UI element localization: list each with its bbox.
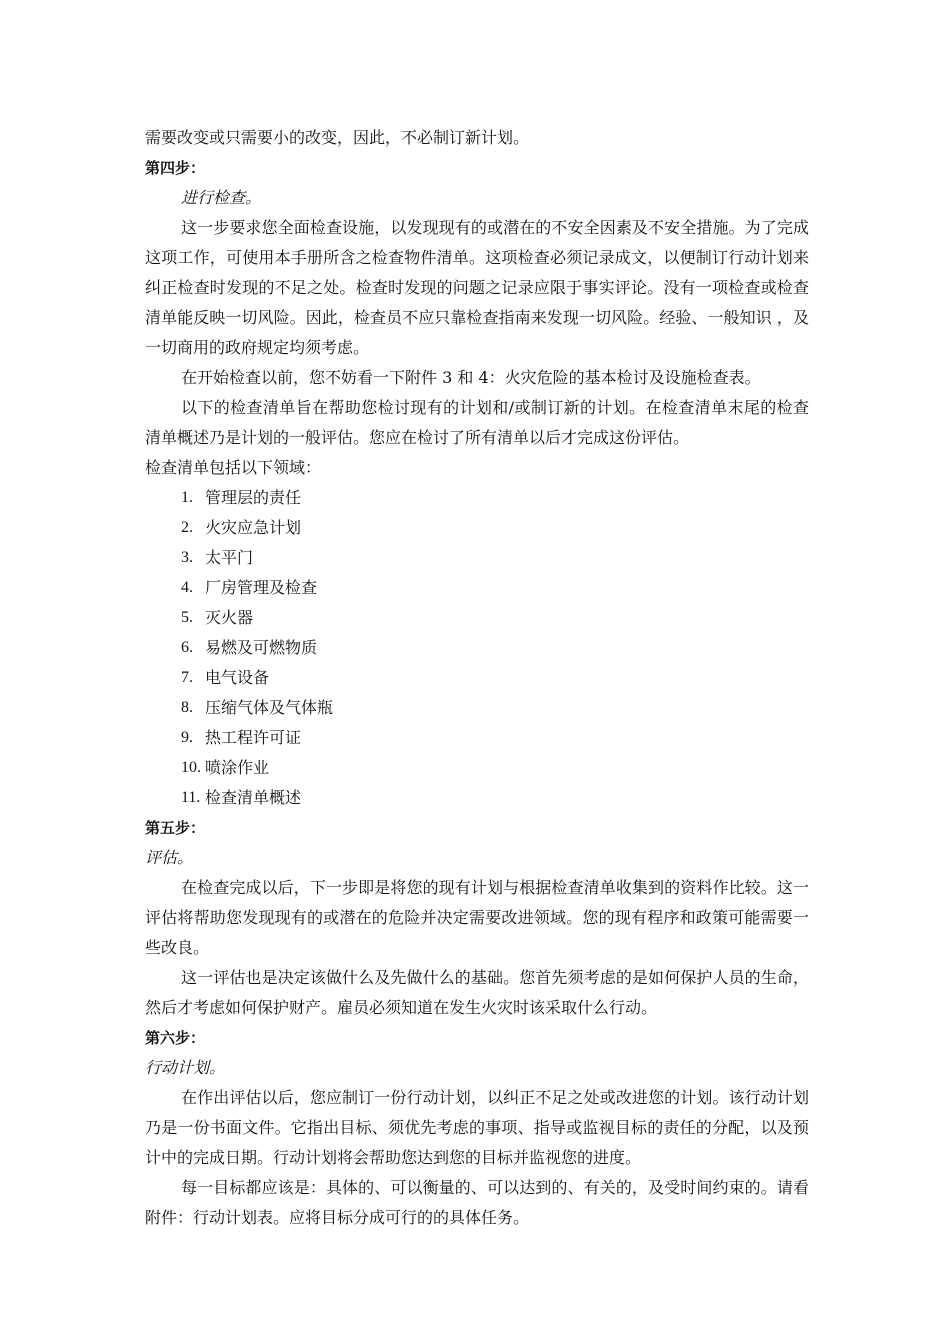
checklist-item-text: 压缩气体及气体瓶 (205, 698, 334, 717)
checklist-item (181, 723, 809, 753)
step4-heading: 第四步： (145, 159, 206, 177)
checklist-item (181, 573, 809, 603)
checklist-item (181, 483, 809, 513)
step5-paragraph-1: 在检查完成以后，下一步即是将您的现有计划与根据检查清单收集到的资料作比较。这一评估将帮助您发现现有的或潜在的危险并决定需要改进领域。您的现有程序和政策可能需要一些改良。 (145, 878, 809, 957)
checklist-item (181, 663, 809, 693)
document-page (145, 123, 809, 1233)
checklist-item-number: 2. (181, 519, 193, 536)
checklist-item-number: 9. (181, 729, 193, 746)
checklist-item-number: 1. (181, 489, 193, 506)
checklist-item (181, 513, 809, 543)
checklist-item-text: 热工程许可证 (205, 728, 302, 747)
checklist-item-number: 11. (181, 789, 201, 806)
checklist-item (181, 753, 809, 783)
checklist-item (181, 603, 809, 633)
step5-paragraph-2: 这一评估也是决定该做什么及先做什么的基础。您首先须考虑的是如何保护人员的生命，然后才考虑如何保护财产。雇员必须知道在发生火灾时该采取什么行动。 (145, 968, 809, 1017)
checklist-item-text: 易燃及可燃物质 (205, 638, 318, 657)
checklist-item (181, 543, 809, 573)
checklist-item (181, 693, 809, 723)
step4-subtitle: 进行检查。 (181, 188, 262, 207)
step4-paragraph-2: 在开始检查以前，您不妨看一下附件 3 和 4：火灾危险的基本检讨及设施检查表。 (181, 368, 761, 387)
checklist-item-number: 8. (181, 699, 193, 716)
step6-paragraph-1: 在作出评估以后，您应制订一份行动计划，以纠正不足之处或改进您的计划。该行动计划乃是一份书面文件。它指出目标、须优先考虑的事项、指导或监视目标的责任的分配，以及预计中的完成日期。行动计划将会帮助您达到您的目标并监视您的进度。 (145, 1088, 809, 1167)
step4-paragraph-3: 以下的检查清单旨在帮助您检讨现有的计划和/或制订新的计划。在检查清单末尾的检查清单概述乃是计划的一般评估。您应在检讨了所有清单以后才完成这份评估。 (145, 398, 809, 447)
checklist-item-number: 7. (181, 669, 193, 686)
checklist-item-text: 太平门 (205, 548, 254, 567)
step5-heading: 第五步： (145, 819, 206, 837)
checklist-item-text: 火灾应急计划 (205, 518, 302, 537)
checklist-intro: 检查清单包括以下领域： (145, 458, 322, 477)
checklist-item-number: 4. (181, 579, 193, 596)
step6-heading: 第六步： (145, 1029, 206, 1047)
checklist-item (181, 783, 809, 813)
checklist-item-text: 管理层的责任 (205, 488, 302, 507)
checklist-item-text: 厂房管理及检查 (205, 578, 318, 597)
checklist-item-text: 喷涂作业 (205, 758, 270, 777)
checklist-item-number: 6. (181, 639, 193, 656)
carry-over-text: 需要改变或只需要小的改变，因此，不必制订新计划。 (145, 128, 530, 147)
step6-paragraph-2: 每一目标都应该是：具体的、可以衡量的、可以达到的、有关的，及受时间约束的。请看附件：行动计划表。应将目标分成可行的的具体任务。 (145, 1178, 809, 1227)
checklist-item-text: 电气设备 (205, 668, 270, 687)
checklist (145, 483, 809, 813)
checklist-item-number: 3. (181, 549, 193, 566)
step6-subtitle: 行动计划。 (145, 1058, 226, 1077)
checklist-item-number: 10. (181, 759, 201, 776)
step4-paragraph-1: 这一步要求您全面检查设施，以发现现有的或潜在的不安全因素及不安全措施。为了完成这项工作，可使用本手册所含之检查物件清单。这项检查必须记录成文，以便制订行动计划来纠正检查时发现的不足之处。检查时发现的问题之记录应限于事实评论。没有一项检查或检查清单能反映一切风险。因此，检查员不应只靠检查指南来发现一切风险。经验、一般知识 ，及一切商用的政府规定均须考虑。 (145, 218, 809, 357)
checklist-item-text: 灭火器 (205, 608, 254, 627)
checklist-item (181, 633, 809, 663)
step5-subtitle: 评估。 (145, 848, 194, 867)
checklist-item-text: 检查清单概述 (205, 788, 302, 807)
checklist-item-number: 5. (181, 609, 193, 626)
